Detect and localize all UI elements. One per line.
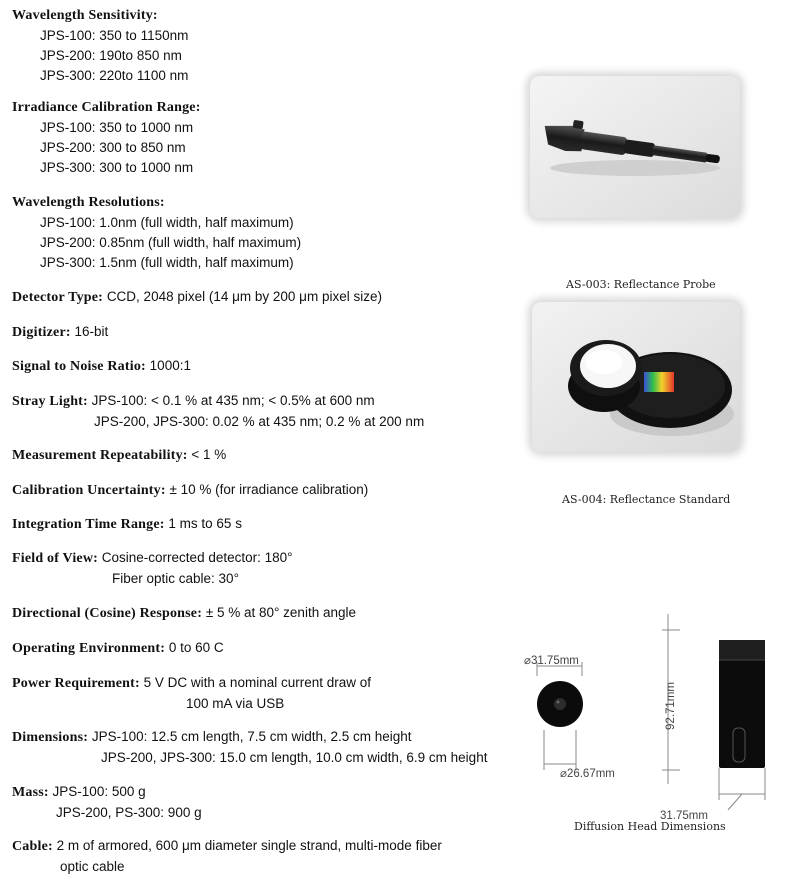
spec-value: CCD, 2048 pixel (14 μm by 200 μm pixel size) bbox=[106, 289, 382, 304]
dim-inner-diameter: ⌀26.67mm bbox=[560, 768, 615, 780]
spec-value: 1 ms to 65 s bbox=[168, 516, 242, 531]
probe-illustration bbox=[530, 76, 740, 218]
spec-continuation: JPS-200, PS-300: 900 g bbox=[56, 805, 202, 820]
spec-label: Dimensions: bbox=[12, 730, 89, 745]
spec-label: Stray Light: bbox=[12, 394, 88, 409]
spec-continuation: JPS-200, JPS-300: 15.0 cm length, 10.0 cm width, 6.9 cm height bbox=[101, 750, 488, 765]
dim-inner-diameter-value: 26.67mm bbox=[566, 768, 615, 780]
spec-operating-environment bbox=[12, 638, 224, 659]
dim-height: 92.71mm bbox=[665, 682, 677, 730]
dim-bottom-width: 31.75mm bbox=[660, 810, 708, 822]
spec-value: 0 to 60 C bbox=[168, 640, 224, 655]
spec-line: JPS-100: 1.0nm (full width, half maximum) bbox=[40, 215, 294, 230]
dim-top-diameter-value: 31.75mm bbox=[530, 655, 579, 667]
spec-power bbox=[12, 673, 371, 714]
spec-continuation: JPS-200, JPS-300: 0.02 % at 435 nm; 0.2 % at 200 nm bbox=[94, 414, 425, 429]
spec-calibration-uncertainty bbox=[12, 480, 368, 501]
spec-value: Cosine-corrected detector: 180° bbox=[101, 550, 293, 565]
front-view bbox=[537, 662, 583, 770]
spec-continuation: Fiber optic cable: 30° bbox=[112, 571, 239, 586]
spec-digitizer bbox=[12, 322, 108, 343]
spec-label: Signal to Noise Ratio: bbox=[12, 359, 146, 374]
spec-label: Wavelength Sensitivity: bbox=[12, 8, 158, 23]
spec-wavelength-sensitivity bbox=[12, 6, 188, 86]
spec-line: JPS-200: 190to 850 nm bbox=[40, 48, 182, 63]
spec-value: ± 10 % (for irradiance calibration) bbox=[169, 482, 369, 497]
spec-mass bbox=[12, 782, 202, 823]
spec-line: JPS-300: 300 to 1000 nm bbox=[40, 160, 194, 175]
reflectance-standard-photo bbox=[532, 302, 740, 452]
spec-label: Integration Time Range: bbox=[12, 517, 165, 532]
spec-dimensions bbox=[12, 727, 487, 768]
spec-value: JPS-100: 500 g bbox=[52, 784, 146, 799]
spec-detector-type bbox=[12, 287, 382, 308]
side-view bbox=[662, 614, 765, 810]
spec-line: JPS-200: 300 to 850 nm bbox=[40, 140, 186, 155]
spec-value: ± 5 % at 80° zenith angle bbox=[205, 605, 356, 620]
reflectance-probe-photo bbox=[530, 76, 740, 218]
spec-label: Irradiance Calibration Range: bbox=[12, 100, 201, 115]
spec-cable bbox=[12, 836, 442, 877]
dim-top-diameter: ⌀31.75mm bbox=[524, 655, 579, 667]
spec-stray-light bbox=[12, 391, 424, 432]
spec-label: Mass: bbox=[12, 785, 49, 800]
spec-value: 2 m of armored, 600 μm diameter single strand, multi-mode fiber bbox=[56, 838, 442, 853]
spec-wavelength-resolutions bbox=[12, 193, 301, 273]
spec-repeatability bbox=[12, 445, 226, 466]
standard-caption: AS-004: Reflectance Standard bbox=[562, 493, 731, 506]
spec-label: Power Requirement: bbox=[12, 676, 140, 691]
spec-line: JPS-200: 0.85nm (full width, half maximum) bbox=[40, 235, 302, 250]
spec-irradiance-range bbox=[12, 98, 201, 178]
spec-continuation: 100 mA via USB bbox=[186, 696, 285, 711]
spec-field-of-view bbox=[12, 548, 293, 589]
spec-value: 1000:1 bbox=[149, 358, 191, 373]
spec-label: Measurement Repeatability: bbox=[12, 448, 188, 463]
standard-illustration bbox=[532, 302, 740, 452]
spec-value: 16-bit bbox=[74, 324, 109, 339]
probe-caption: AS-003: Reflectance Probe bbox=[566, 278, 716, 291]
spec-label: Digitizer: bbox=[12, 325, 71, 340]
diffusion-head-drawing bbox=[520, 604, 798, 822]
spec-line: JPS-300: 1.5nm (full width, half maximum) bbox=[40, 255, 294, 270]
spec-line: JPS-100: 350 to 1000 nm bbox=[40, 120, 194, 135]
spec-label: Directional (Cosine) Response: bbox=[12, 606, 203, 621]
spec-value: JPS-100: 12.5 cm length, 7.5 cm width, 2.5 cm height bbox=[91, 729, 412, 744]
spec-label: Calibration Uncertainty: bbox=[12, 483, 166, 498]
spec-label: Detector Type: bbox=[12, 290, 104, 305]
diffusion-caption: Diffusion Head Dimensions bbox=[574, 820, 726, 833]
spec-value: 5 V DC with a nominal current draw of bbox=[143, 675, 372, 690]
spec-continuation: optic cable bbox=[60, 859, 125, 874]
spec-line: JPS-100: 350 to 1150nm bbox=[40, 28, 189, 43]
spec-snr bbox=[12, 356, 191, 377]
spec-label: Cable: bbox=[12, 839, 53, 854]
spec-value: JPS-100: < 0.1 % at 435 nm; < 0.5% at 600 nm bbox=[91, 393, 375, 408]
spec-label: Wavelength Resolutions: bbox=[12, 195, 165, 210]
spec-value: < 1 % bbox=[191, 447, 227, 462]
spec-line: JPS-300: 220to 1100 nm bbox=[40, 68, 189, 83]
spec-label: Field of View: bbox=[12, 551, 99, 566]
spec-integration-time bbox=[12, 514, 242, 535]
spec-directional-response bbox=[12, 603, 356, 624]
spec-label: Operating Environment: bbox=[12, 641, 166, 656]
